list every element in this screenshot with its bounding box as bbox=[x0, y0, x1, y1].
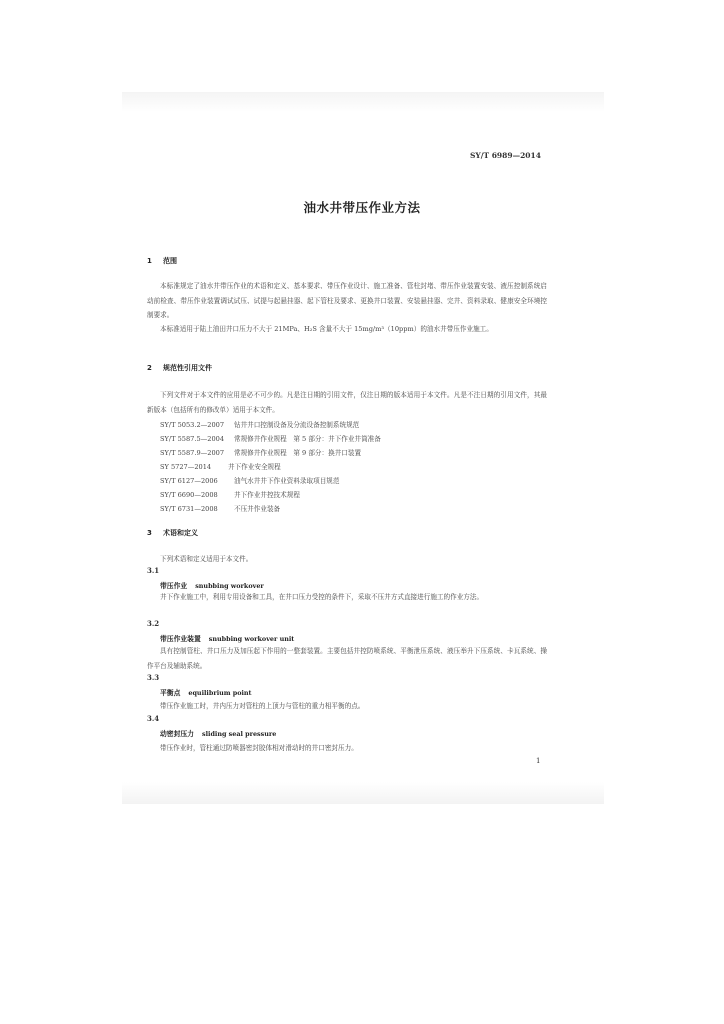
term-number: 3.1 bbox=[147, 566, 160, 575]
term-heading bbox=[160, 728, 276, 738]
reference-item bbox=[160, 503, 280, 513]
section-3-heading bbox=[147, 528, 198, 538]
section-number: 3 bbox=[147, 529, 152, 537]
term-definition: 带压作业施工时，井内压力对管柱的上顶力与管柱的重力相平衡的点。 bbox=[160, 702, 365, 710]
section-title: 术语和定义 bbox=[163, 529, 198, 537]
reference-code: SY/T 5053.2—2007 bbox=[160, 421, 225, 429]
term-number: 3.4 bbox=[147, 714, 160, 723]
reference-code: SY/T 6127—2006 bbox=[160, 477, 218, 485]
term-heading bbox=[160, 687, 252, 697]
term-definition: 井下作业施工中，利用专用设备和工具，在井口压力受控的条件下，采取不压井方式直接进行施工的作业方法。 bbox=[160, 593, 484, 601]
reference-item bbox=[160, 419, 359, 429]
reference-item bbox=[160, 489, 300, 499]
reference-title: 井下作业安全规程 bbox=[228, 463, 281, 471]
section-1-paragraph: 本标准适用于陆上油田井口压力不大于 21MPa、H₂S 含量不大于 15mg/m³（10ppm）的油水井带压作业施工。 bbox=[160, 325, 493, 333]
reference-title: 常规修井作业规程 第 9 部分：换井口装置 bbox=[234, 449, 362, 457]
page-number: 1 bbox=[536, 757, 541, 765]
term-en: snubbing workover unit bbox=[208, 635, 295, 643]
term-number: 3.3 bbox=[147, 673, 160, 682]
term-en: equilibrium point bbox=[188, 689, 252, 697]
term-definition: 带压作业时，管柱通过防喷器密封胶体相对滑动时的井口密封压力。 bbox=[160, 744, 358, 752]
reference-code: SY/T 6690—2008 bbox=[160, 491, 218, 499]
reference-code: SY/T 5587.5—2004 bbox=[160, 435, 225, 443]
section-3-intro: 下列术语和定义适用于本文件。 bbox=[160, 555, 253, 563]
reference-title: 常规修井作业规程 第 5 部分：井下作业井筒准备 bbox=[234, 435, 381, 443]
reference-title: 不压井作业装备 bbox=[234, 505, 281, 513]
term-definition: 具有控制管柱、井口压力及加压起下作用的一整套装置。主要包括井控防喷系统、平衡泄压系统、液压举升下压系统、卡瓦系统、操作平台及辅助系统。 bbox=[147, 647, 547, 670]
reference-item bbox=[160, 475, 340, 485]
term-heading bbox=[160, 580, 264, 590]
term-number: 3.2 bbox=[147, 619, 160, 628]
reference-item bbox=[160, 433, 381, 443]
reference-code: SY/T 5587.9—2007 bbox=[160, 449, 225, 457]
reference-title: 井下作业井控技术规程 bbox=[234, 491, 300, 499]
term-zh: 动密封压力 bbox=[160, 730, 194, 738]
term-heading bbox=[160, 633, 294, 643]
section-title: 范围 bbox=[163, 257, 177, 265]
reference-title: 钻井井口控制设备及分流设备控制系统规范 bbox=[234, 421, 360, 429]
standard-code: SY/T 6989—2014 bbox=[470, 151, 541, 160]
reference-item bbox=[160, 447, 361, 457]
term-en: snubbing workover bbox=[195, 582, 264, 590]
reference-code: SY 5727—2014 bbox=[160, 463, 212, 471]
term-zh: 带压作业 bbox=[160, 582, 188, 590]
reference-title: 油气水井井下作业资料录取项目规范 bbox=[234, 477, 340, 485]
term-zh: 平衡点 bbox=[160, 689, 181, 697]
reference-item bbox=[160, 461, 281, 471]
section-number: 1 bbox=[147, 257, 152, 265]
reference-code: SY/T 6731—2008 bbox=[160, 505, 218, 513]
section-title: 规范性引用文件 bbox=[163, 364, 212, 372]
section-1-paragraph: 本标准规定了油水井带压作业的术语和定义、基本要求、带压作业设计、施工准备、管柱封堵、带压作业装置安装、液压控制系统启动前检查、带压作业装置调试试压、试提与起悬挂器、起下管柱及要求、更换井口装置、安装悬挂器、完井、资料录取、健康安全环境控制要求。 bbox=[147, 282, 547, 319]
section-number: 2 bbox=[147, 364, 152, 372]
document-title: 油水井带压作业方法 bbox=[303, 200, 421, 215]
section-1-heading bbox=[147, 256, 177, 266]
section-2-heading bbox=[147, 363, 212, 373]
term-en: sliding seal pressure bbox=[201, 730, 277, 738]
term-zh: 带压作业装置 bbox=[160, 635, 201, 643]
section-2-intro: 下列文件对于本文件的应用是必不可少的。凡是注日期的引用文件，仅注日期的版本适用于本文件。凡是不注日期的引用文件，其最新版本（包括所有的修改单）适用于本文件。 bbox=[147, 391, 547, 414]
